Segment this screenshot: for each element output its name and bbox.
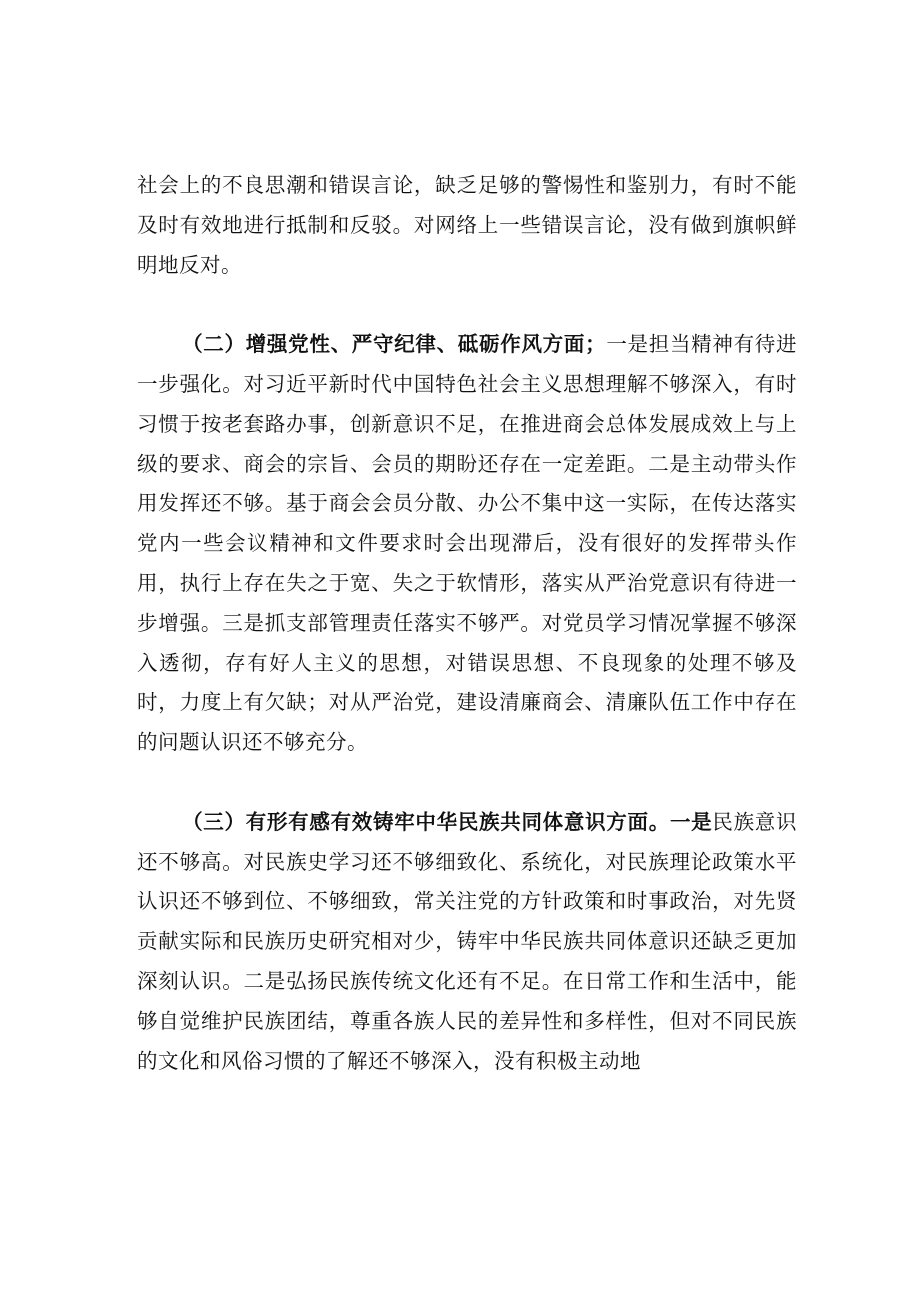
paragraph-section-3 [137,803,797,1082]
paragraph-text: 社会上的不良思潮和错误言论，缺乏足够的警惕性和鉴别力，有时不能及时有效地进行抵制和反驳。对网络上一些错误言论，没有做到旗帜鲜明地反对。 [137,173,797,277]
paragraph-section-2 [137,325,797,763]
paragraph-continuation [137,166,797,285]
section-heading: （二）增强党性、严守纪律、砥砺作风方面； [182,332,607,357]
section-heading: （三）有形有感有效铸牢中华民族共同体意识方面。一是 [182,809,713,834]
paragraph-gap [137,763,797,803]
paragraph-text: 民族意识还不够高。对民族史学习还不够细致化、系统化，对民族理论政策水平认识还不够到位、不够细致，常关注党的方针政策和时事政治，对先贤贡献实际和民族历史研究相对少，铸牢中华民族共同体意识还缺乏更加深刻认识。二是弘扬民族传统文化还有不足。在日常工作和生活中，能够自觉维护民族团结，尊重各族人民的差异性和多样性，但对不同民族的文化和风俗习惯的了解还不够深入，没有积极主动地 [137,809,798,1073]
paragraph-gap [137,285,797,325]
paragraph-text: 一是担当精神有待进一步强化。对习近平新时代中国特色社会主义思想理解不够深入，有时习惯于按老套路办事，创新意识不足，在推进商会总体发展成效上与上级的要求、商会的宗旨、会员的期盼还存在一定差距。二是主动带头作用发挥还不够。基于商会会员分散、办公不集中这一实际，在传达落实党内一些会议精神和文件要求时会出现滞后，没有很好的发挥带头作用，执行上存在失之于宽、失之于软情形，落实从严治党意识有待进一步增强。三是抓支部管理责任落实不够严。对党员学习情况掌握不够深入透彻，存有好人主义的思想，对错误思想、不良现象的处理不够及时，力度上有欠缺；对从严治党，建设清廉商会、清廉队伍工作中存在的问题认识还不够充分。 [137,332,798,755]
document-body [137,166,797,1081]
